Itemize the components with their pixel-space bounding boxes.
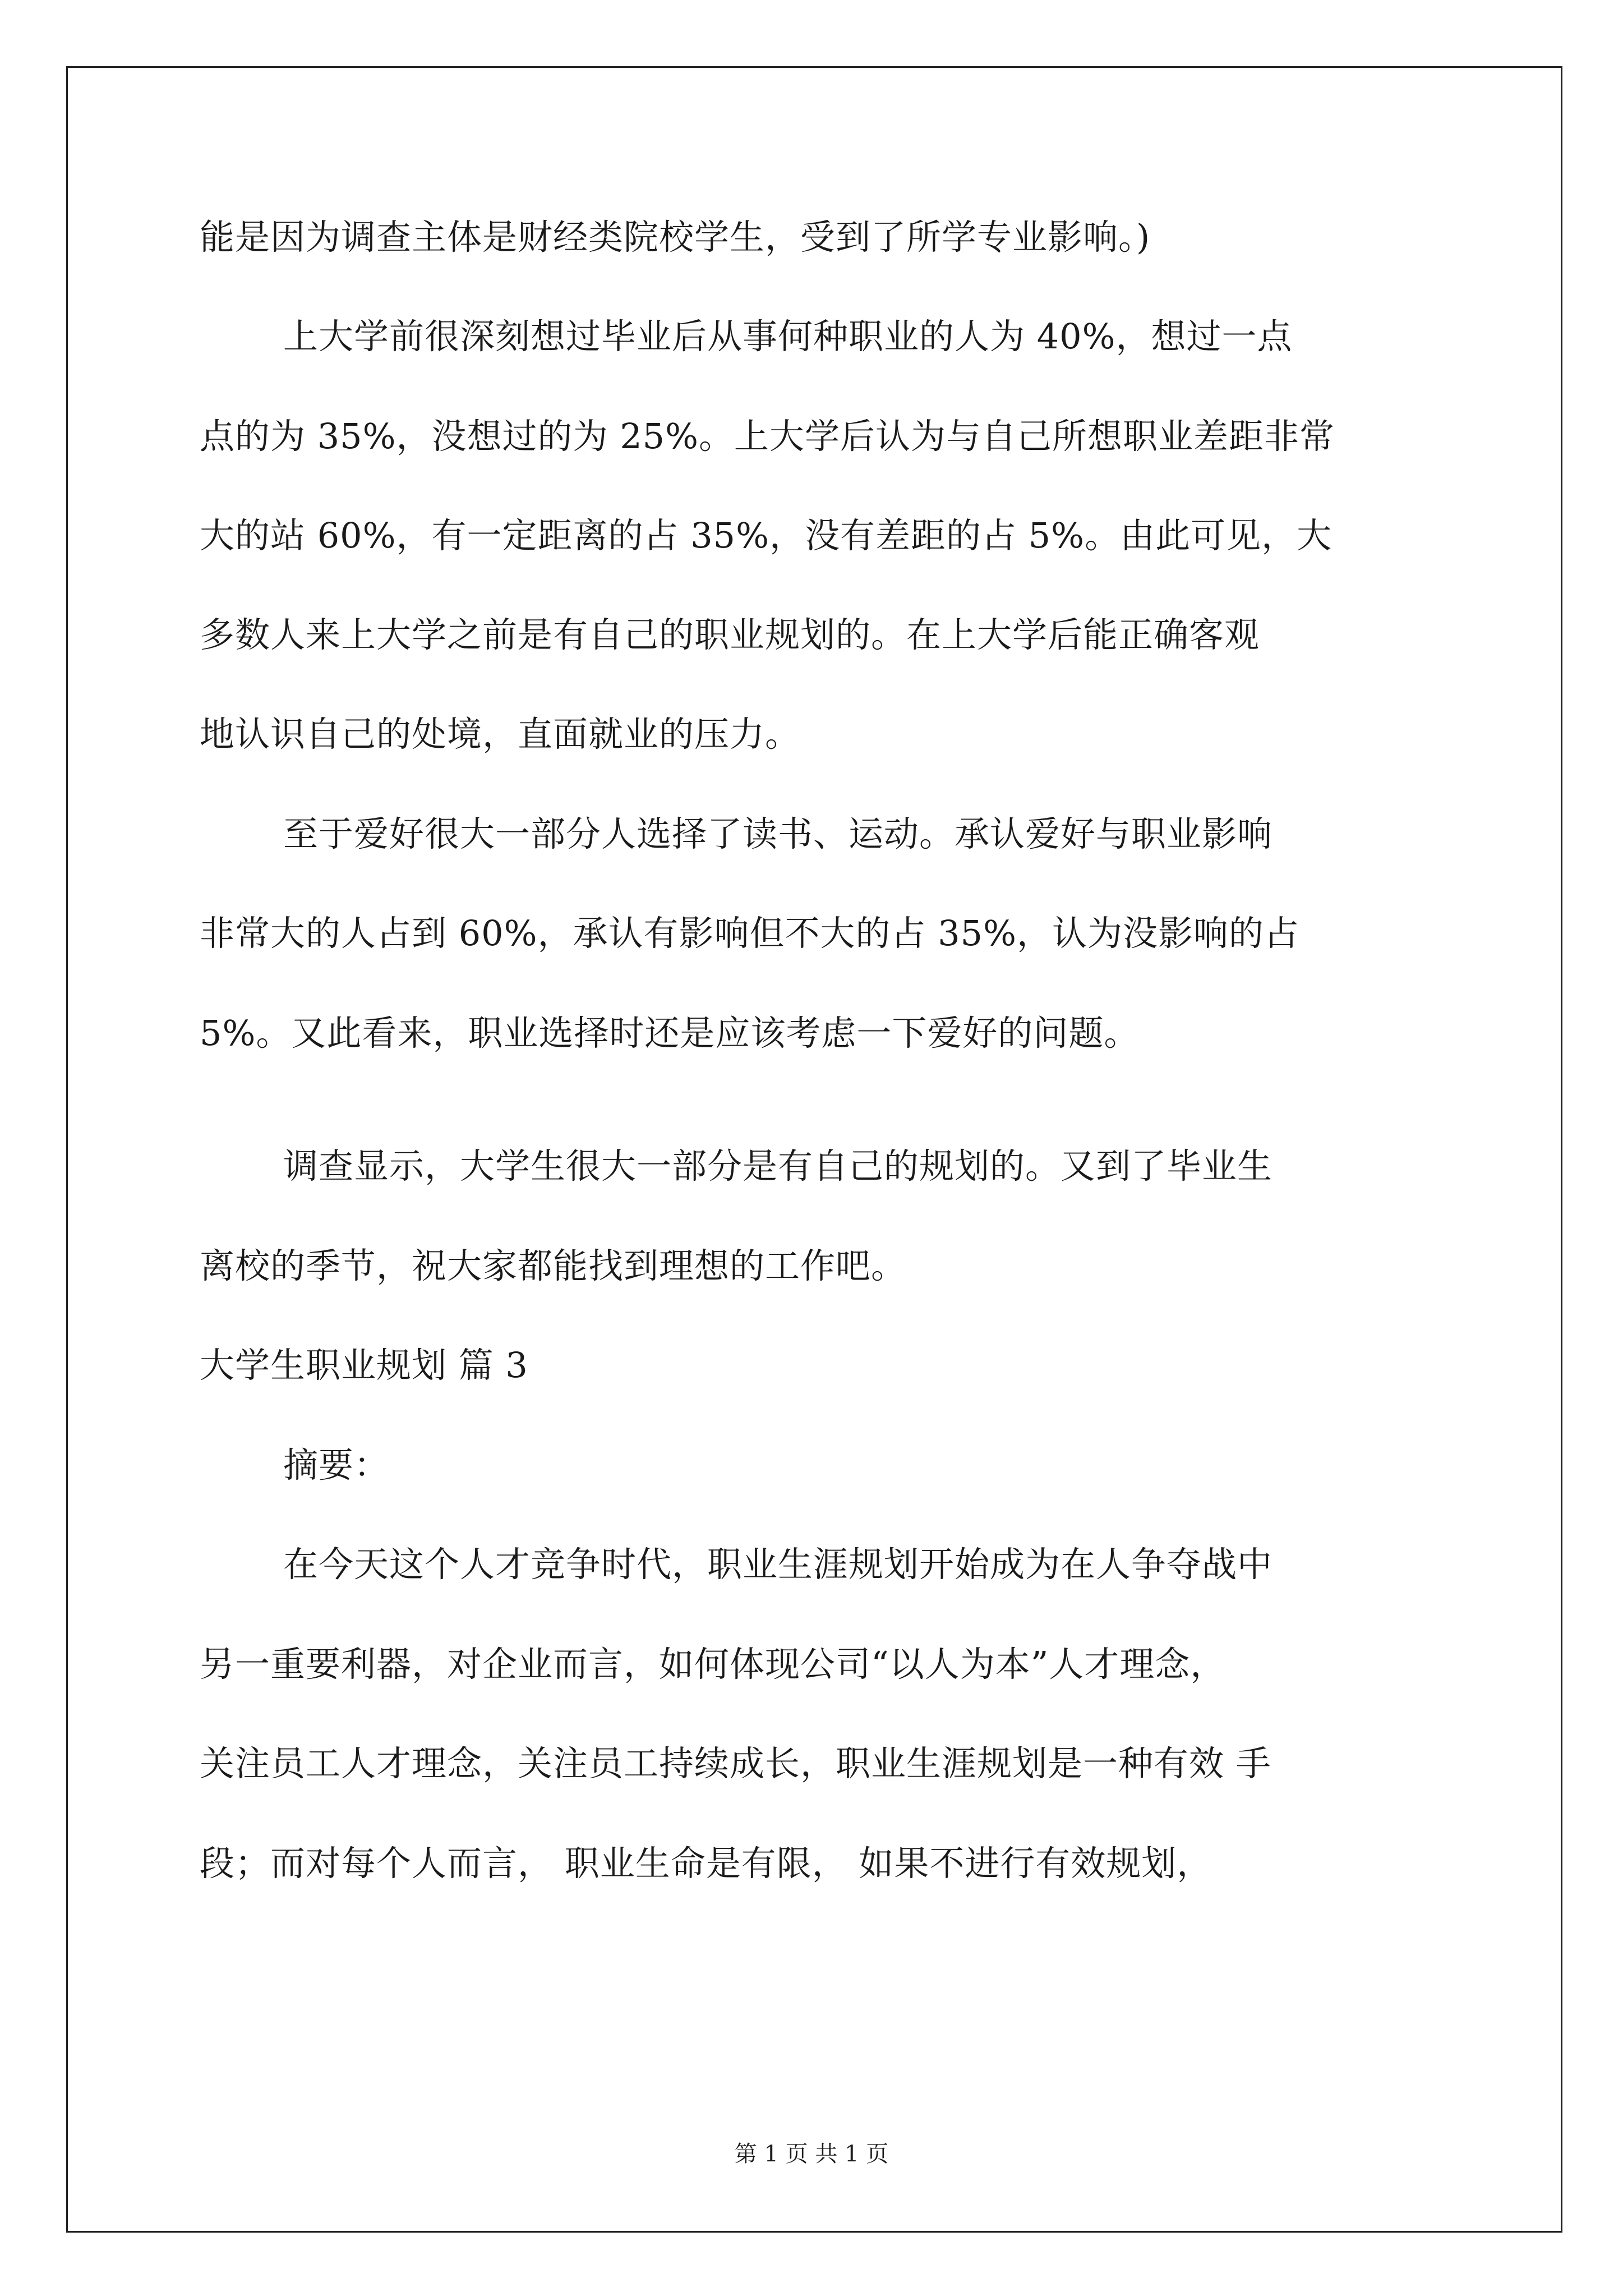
text-line: 离校的季节，祝大家都能找到理想的工作吧。 <box>200 1245 907 1286</box>
text-line: 另一重要利器，对企业而言，如何体现公司“以人为本”人才理念， <box>200 1644 1226 1685</box>
text-line: 地认识自己的处境，直面就业的压力。 <box>200 714 801 754</box>
text-line: 能是因为调查主体是财经类院校学生，受到了所学专业影响。) <box>200 217 1151 257</box>
section-heading: 大学生职业规划 篇 3 <box>200 1345 528 1386</box>
page-footer: 第 1 页 共 1 页 <box>734 2141 889 2167</box>
text-line: 至于爱好很大一部分人选择了读书、运动。承认爱好与职业影响 <box>283 813 1273 854</box>
text-line: 点的为 35%，没想过的为 25%。上大学后认为与自己所想职业差距非常 <box>200 416 1335 457</box>
text-line: 非常大的人占到 60%，承认有影响但不大的占 35%，认为没影响的占 <box>200 913 1300 954</box>
abstract-label: 摘要： <box>283 1444 390 1485</box>
text-line: 5%。又此看来，职业选择时还是应该考虑一下爱好的问题。 <box>200 1013 1140 1053</box>
text-line: 在今天这个人才竞争时代，职业生涯规划开始成为在人争夺战中 <box>283 1544 1273 1585</box>
text-line: 大的站 60%，有一定距离的占 35%，没有差距的占 5%。由此可见，大 <box>200 515 1332 556</box>
text-line: 多数人来上大学之前是有自己的职业规划的。在上大学后能正确客观 <box>200 614 1260 655</box>
text-line: 上大学前很深刻想过毕业后从事何种职业的人为 40%，想过一点 <box>283 316 1293 357</box>
text-line: 调查显示，大学生很大一部分是有自己的规划的。又到了毕业生 <box>283 1145 1273 1186</box>
text-line: 段；而对每个人而言， 职业生命是有限， 如果不进行有效规划， <box>200 1843 1212 1884</box>
text-line: 关注员工人才理念，关注员工持续成长，职业生涯规划是一种有效 手 <box>200 1743 1271 1784</box>
